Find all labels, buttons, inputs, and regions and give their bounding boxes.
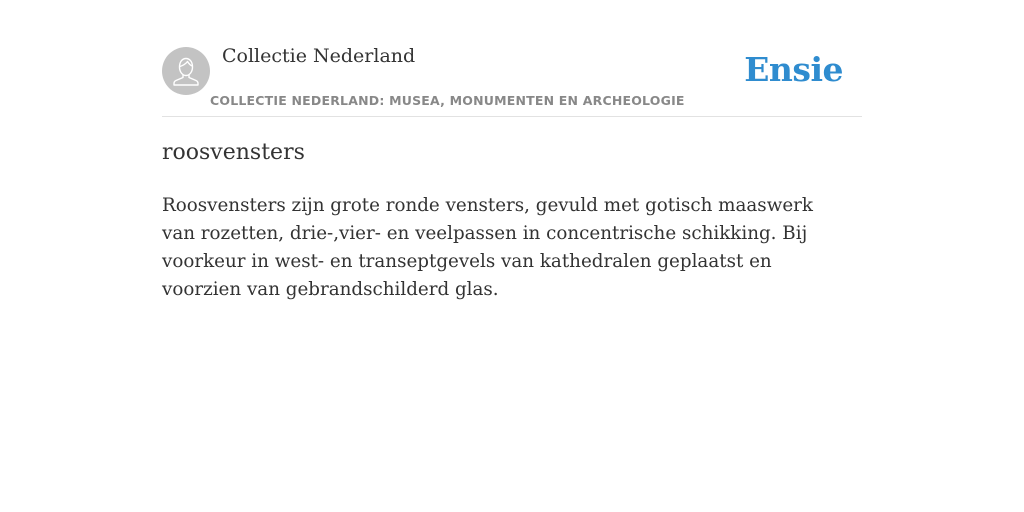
entry-title: roosvensters (162, 140, 305, 165)
entry-body: Roosvensters zijn grote ronde vensters, gevuld met gotisch maaswerk van rozetten, drie-,vier- en veelpassen in concentrische schikking. Bij voorkeur in west- en transeptgevels van kathedralen geplaatst en voorzien van gebrandschilderd glas. (162, 195, 813, 300)
entry-header (162, 0, 862, 117)
entry-card (162, 0, 862, 512)
ensie-logo[interactable]: Ensie (744, 50, 843, 89)
user-silhouette-icon (162, 47, 210, 95)
author-name[interactable]: Collectie Nederland (222, 45, 416, 67)
author-subtitle[interactable]: COLLECTIE NEDERLAND: MUSEA, MONUMENTEN EN ARCHEOLOGIE (210, 93, 685, 108)
author-avatar[interactable] (162, 47, 210, 95)
